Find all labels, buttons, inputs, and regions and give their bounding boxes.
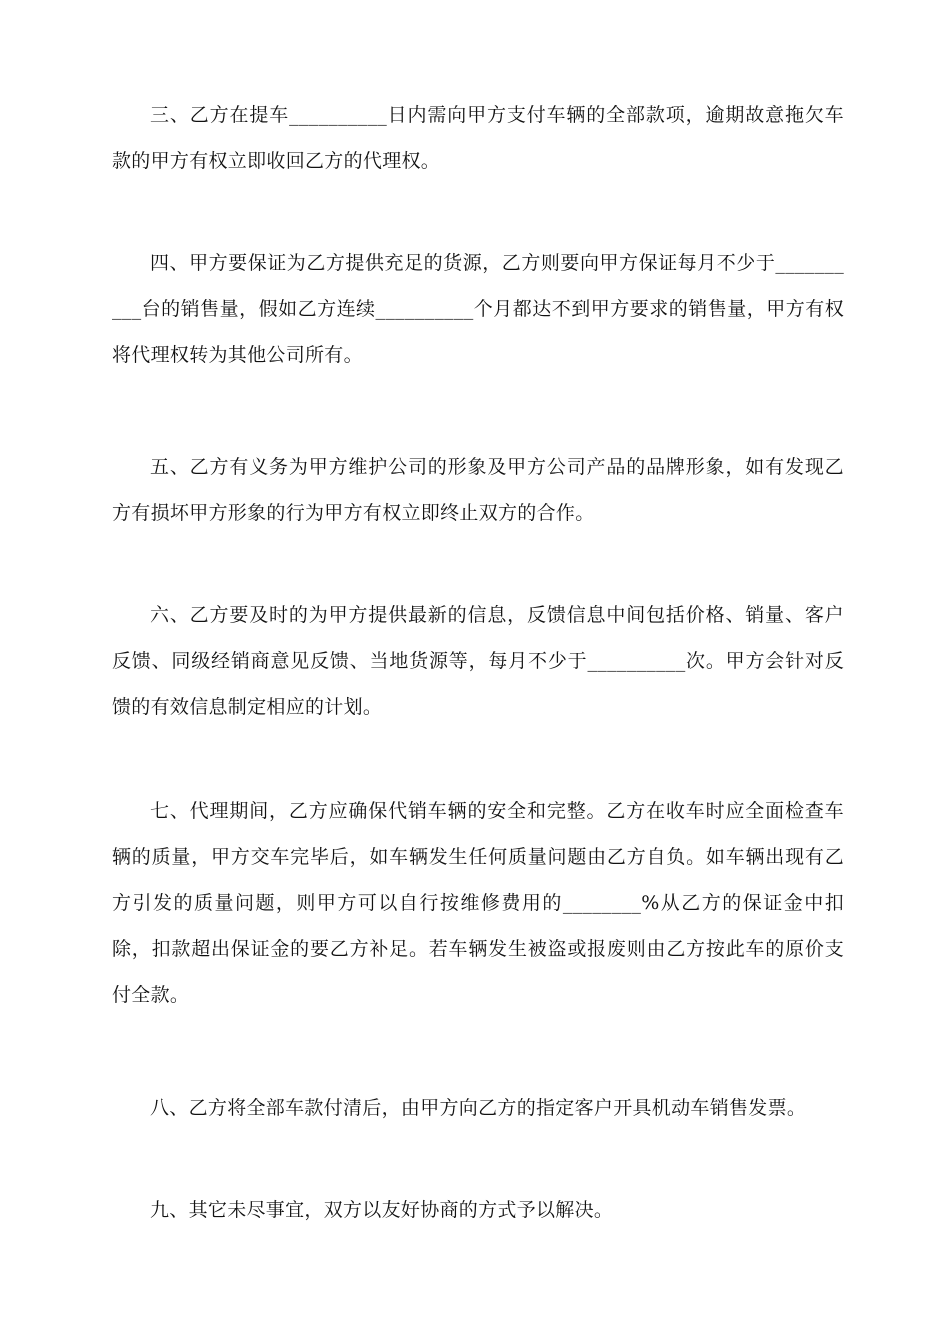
clause-seven: 七、代理期间，乙方应确保代销车辆的安全和完整。乙方在收车时应全面检查车辆的质量，甲方交车完毕后，如车辆发生任何质量问题由乙方自负。如车辆出现有乙方引发的质量问题，则甲方可以自行按维修费用的________%从乙方的保证金中扣除，扣款超出保证金的要乙方补足。若车辆发生被盗或报废则由乙方按此车的原价支付全款。: [112, 800, 844, 1006]
clause-three: 三、乙方在提车__________日内需向甲方支付车辆的全部款项，逾期故意拖欠车款的甲方有权立即收回乙方的代理权。: [112, 104, 844, 172]
clause-six: 六、乙方要及时的为甲方提供最新的信息，反馈信息中间包括价格、销量、客户反馈、同级经销商意见反馈、当地货源等，每月不少于__________次。甲方会针对反馈的有效信息制定相应的计划。: [112, 604, 844, 718]
clause-five: 五、乙方有义务为甲方维护公司的形象及甲方公司产品的品牌形象，如有发现乙方有损坏甲方形象的行为甲方有权立即终止双方的合作。: [112, 456, 844, 524]
clause-eight: 八、乙方将全部车款付清后，由甲方向乙方的指定客户开具机动车销售发票。: [150, 1097, 807, 1119]
clause-nine: 九、其它未尽事宜，双方以友好协商的方式予以解决。: [150, 1199, 614, 1221]
clause-four: 四、甲方要保证为乙方提供充足的货源，乙方则要向甲方保证每月不少于__________台的销售量，假如乙方连续__________个月都达不到甲方要求的销售量，甲方有权将代理权转为其他公司所有。: [112, 252, 844, 366]
